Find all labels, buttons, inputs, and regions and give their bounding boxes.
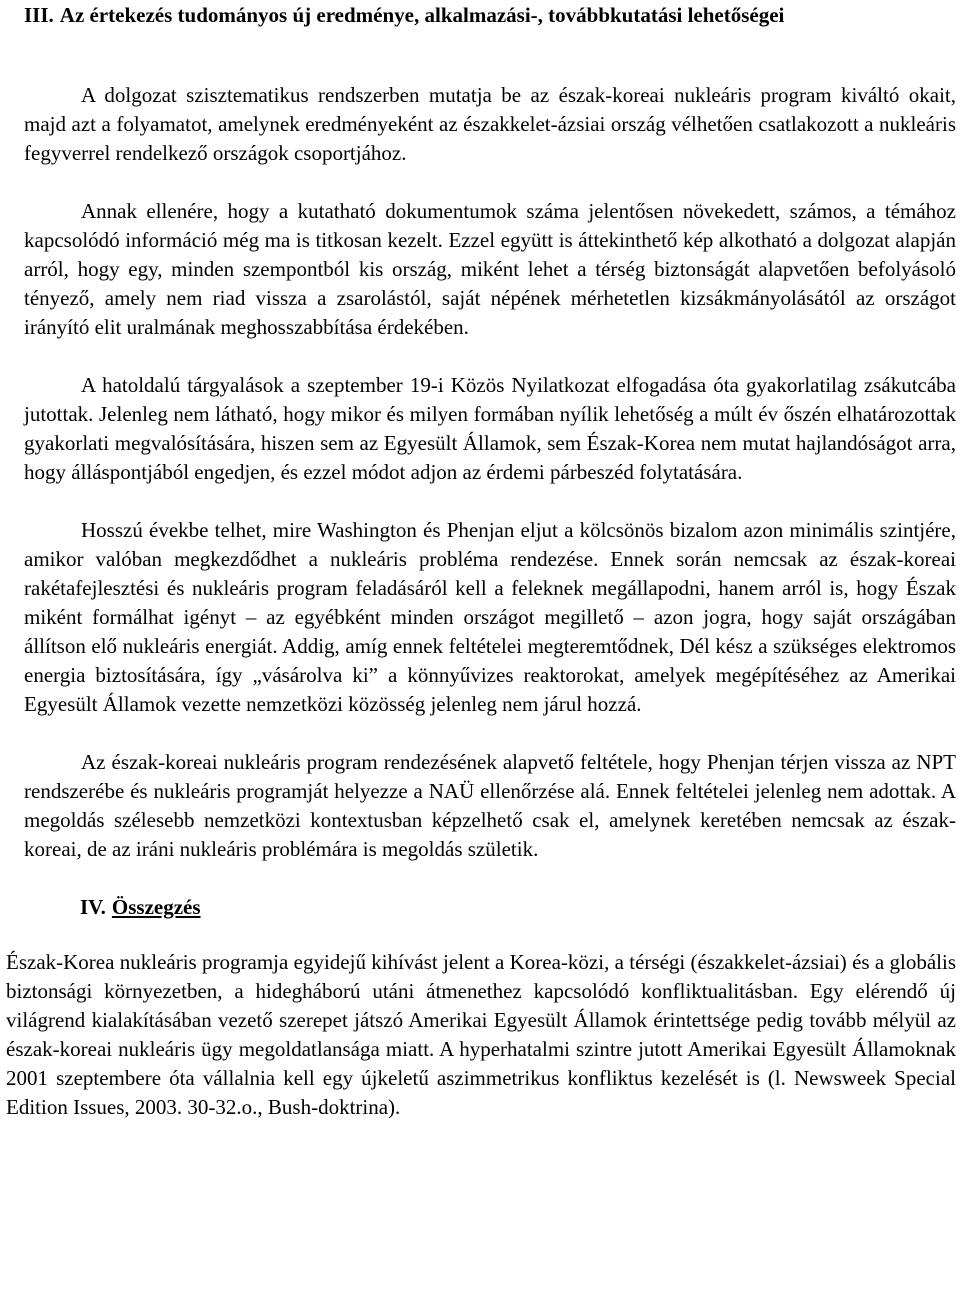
section-title: Összegzés: [111, 895, 201, 919]
paragraph: A dolgozat szisztematikus rendszerben mutatja be az észak-koreai nukleáris program kiváltó okait, majd azt a folyamatot, amelynek eredményeként az északkelet-ázsiai ország vélhetően csatlakozott a nukleáris fegyverrel rendelkező országok csoportjához.: [24, 83, 956, 165]
paragraph: Annak ellenére, hogy a kutatható dokumentumok száma jelentősen növekedett, számos, a témához kapcsolódó információ még ma is titkosan kezelt. Ezzel együtt is áttekinthető kép alkotható a dolgozat alapján arról, hogy egy, minden szempontból kis ország, miként lehet a térség biztonságát alapvetően befolyásoló tényező, amely nem riad vissza a zsarolástól, saját népének mérhetetlen kizsákmányolásától az országot irányító elit uralmának meghosszabbítása érdekében.: [24, 199, 956, 339]
summary-paragraph: Észak-Korea nukleáris programja egyidejű kihívást jelent a Korea-közi, a térségi (északkelet-ázsiai) és a globális biztonsági környezetben, a hidegháború utáni átmenethez kapcsolódó konfliktualitásban. Egy elérendő új világrend kialakításában vezető szerepet játszó Amerikai Egyesült Államok érintettsége pedig tovább mélyül az észak-koreai nukleáris ügy megoldatlansága miatt. A hyperhatalmi szintre jutott Amerikai Egyesült Államoknak 2001 szeptembere óta vállalnia kell egy újkeletű aszimmetrikus konfliktus kezelését is (l. Newsweek Special Edition Issues, 2003. 30-32.o., Bush-doktrina).: [6, 950, 956, 1119]
section-number: IV.: [80, 895, 106, 919]
paragraph: A hatoldalú tárgyalások a szeptember 19-i Közös Nyilatkozat elfogadása óta gyakorlatilag zsákutcába jutottak. Jelenleg nem látható, hogy mikor és milyen formában nyílik lehetőség a múlt év őszén elhatározottak gyakorlati megvalósítására, hiszen sem az Egyesült Államok, sem Észak-Korea nem mutat hajlandóságot arra, hogy álláspontjából engedjen, és ezzel módot adjon az érdemi párbeszéd folytatására.: [24, 373, 956, 484]
section-title: Az értekezés tudományos új eredménye, alkalmazási-, továbbkutatási lehetőségei: [59, 3, 785, 27]
document-page: [6, 0, 956, 1122]
section-heading-iv: [24, 893, 956, 922]
section-heading-iii: [24, 0, 956, 30]
paragraph: Az észak-koreai nukleáris program rendezésének alapvető feltétele, hogy Phenjan térjen vissza az NPT rendszerébe és nukleáris programját helyezze a NAÜ ellenőrzése alá. Ennek feltételei jelenleg nem adottak. A megoldás szélesebb nemzetközi kontextusban képzelhető csak el, amelynek keretében nemcsak az észak-koreai, de az iráni nukleáris problémára is megoldás születik.: [24, 750, 956, 861]
paragraph: Hosszú évekbe telhet, mire Washington és Phenjan eljut a kölcsönös bizalom azon minimális szintjére, amikor valóban megkezdődhet a nukleáris probléma rendezése. Ennek során nemcsak az észak-koreai rakétafejlesztési és nukleáris program feladásáról kell a feleknek megállapodni, hanem arról is, hogy Észak miként formálhat igényt – az egyébként minden országot megillető – azon jogra, hogy saját országában állítson elő nukleáris energiát. Addig, amíg ennek feltételei megteremtődnek, Dél kész a szükséges elektromos energia biztosítására, így „vásárolva ki” a könnyűvizes reaktorokat, amelyek megépítéséhez az Amerikai Egyesült Államok vezette nemzetközi közösség jelenleg nem járul hozzá.: [24, 518, 956, 716]
section-number: III.: [24, 3, 54, 27]
